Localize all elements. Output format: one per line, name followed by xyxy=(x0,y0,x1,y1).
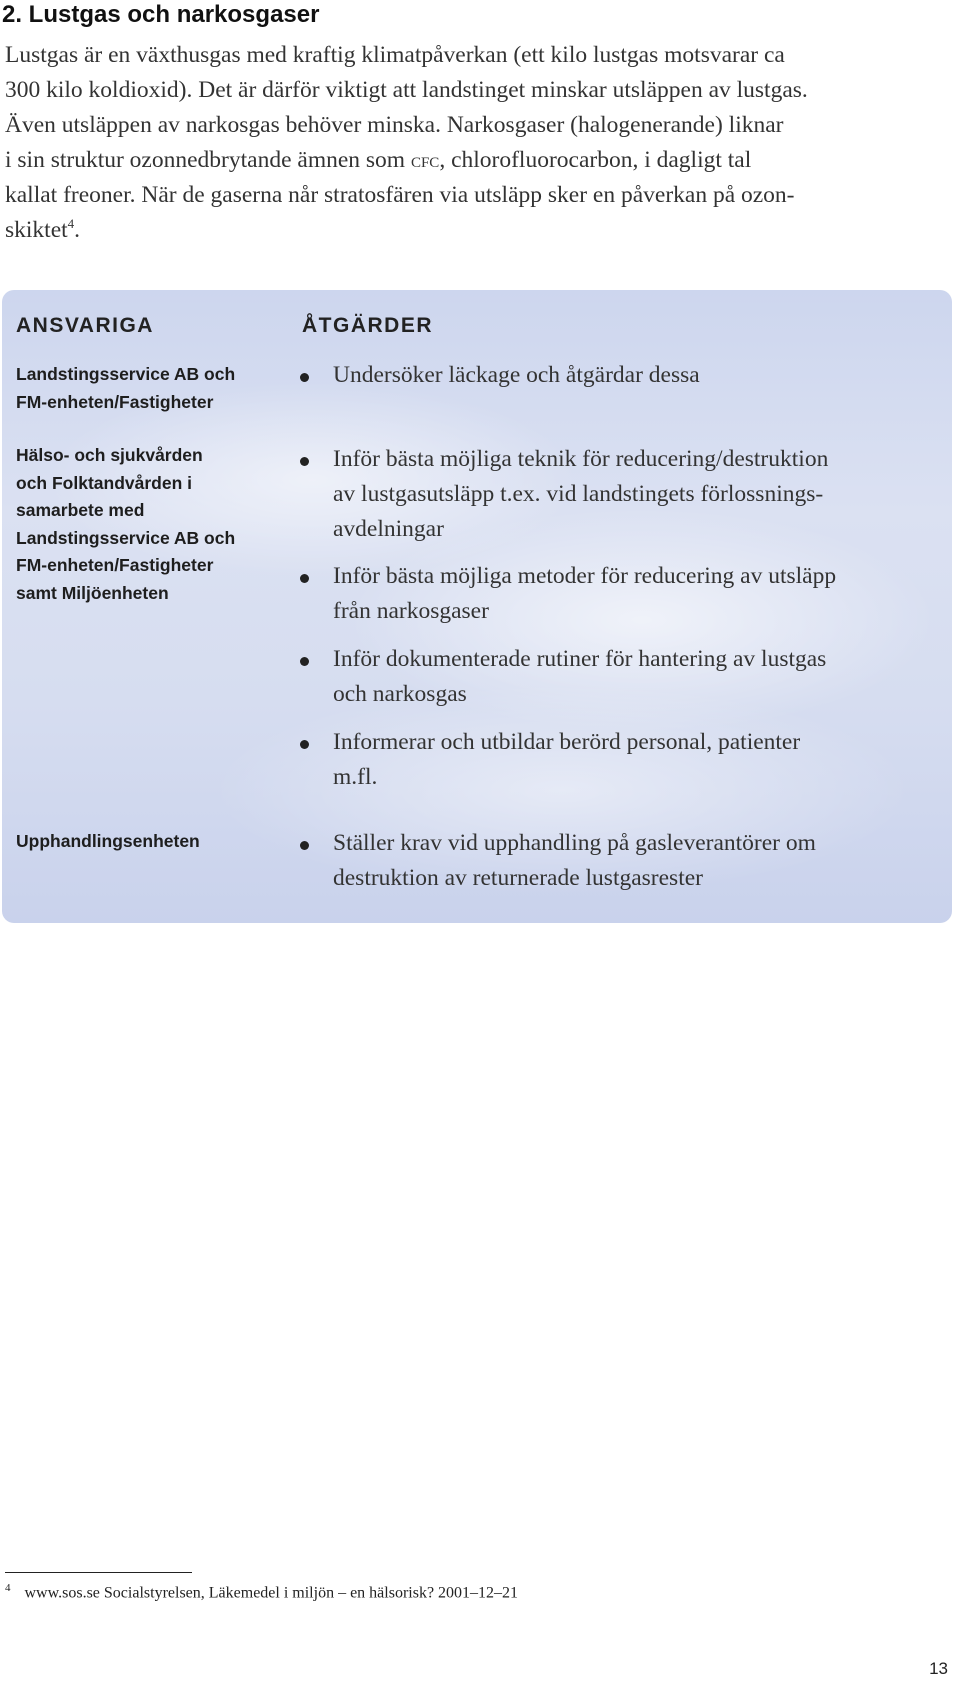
action-line: av lustgasutsläpp t.ex. vid landstingets förlossnings- xyxy=(333,481,824,507)
intro-line: Även utsläppen av narkosgas behöver minska. Narkosgaser (halogenerande) liknar xyxy=(5,112,784,138)
action-line: destruktion av returnerade lustgasrester xyxy=(333,865,703,891)
intro-text: . xyxy=(74,217,81,243)
responsible-line: samt Miljöenheten xyxy=(16,582,169,603)
responsible-cell xyxy=(16,361,286,416)
footnote xyxy=(5,1577,518,1604)
responsible-cell xyxy=(16,442,286,607)
intro-text: i sin struktur ozonnedbrytande ämnen som xyxy=(5,147,411,173)
cfc-abbreviation: cfc xyxy=(410,148,440,172)
action-line: m.fl. xyxy=(333,764,378,790)
responsible-line: FM-enheten/Fastigheter xyxy=(16,391,214,412)
intro-text: , chlorofluorocarbon, i dagligt tal xyxy=(439,147,752,173)
bullet-icon xyxy=(300,373,309,382)
section-heading: 2. Lustgas och narkosgaser xyxy=(2,1,320,28)
action-item xyxy=(300,642,940,712)
intro-line: 300 kilo koldioxid). Det är därför viktigt att landstinget minskar utsläppen av lustgas. xyxy=(5,77,808,103)
responsible-line: och Folktandvården i xyxy=(16,472,192,493)
page-number: 13 xyxy=(929,1659,948,1678)
footnote-reference: 4 xyxy=(67,216,75,232)
intro-line: Lustgas är en växthusgas med kraftig klimatpåverkan (ett kilo lustgas motsvarar ca xyxy=(5,42,785,68)
action-item xyxy=(300,826,940,896)
responsible-line: Landstingsservice AB och xyxy=(16,527,236,548)
action-item xyxy=(300,442,940,547)
action-item xyxy=(300,358,940,393)
bullet-icon xyxy=(300,457,309,466)
bullet-icon xyxy=(300,740,309,749)
responsible-cell xyxy=(16,828,286,856)
column-header-responsible: ANSVARIGA xyxy=(16,314,154,337)
footnote-divider xyxy=(5,1572,192,1573)
responsible-line: Upphandlingsenheten xyxy=(16,831,200,851)
responsible-line: FM-enheten/Fastigheter xyxy=(16,555,214,575)
footnote-number: 4 xyxy=(5,1582,11,1594)
intro-text: skiktet xyxy=(5,217,68,243)
action-line: Inför dokumenterade rutiner för hantering av lustgas xyxy=(333,646,827,672)
bullet-icon xyxy=(300,574,309,583)
action-line: avdelningar xyxy=(333,516,444,542)
responsible-line: Hälso- och sjukvården xyxy=(16,445,203,465)
footnote-text: www.sos.se Socialstyrelsen, Läkemedel i miljön – en hälsorisk? 2001–12–21 xyxy=(24,1584,519,1602)
action-line: och narkosgas xyxy=(333,681,467,707)
action-line: från narkosgaser xyxy=(333,598,489,624)
responsible-line: Landstingsservice AB och xyxy=(16,364,236,384)
action-line: Undersöker läckage och åtgärdar dessa xyxy=(333,362,700,388)
column-header-actions: ÅTGÄRDER xyxy=(302,314,433,337)
bullet-icon xyxy=(300,841,309,850)
action-item xyxy=(300,725,940,795)
intro-line: kallat freoner. När de gaserna når stratosfären via utsläpp sker en påverkan på ozon- xyxy=(5,182,795,208)
action-line: Inför bästa möjliga teknik för reducering/destruktion xyxy=(333,446,829,472)
intro-line xyxy=(5,213,955,248)
responsibility-table xyxy=(2,290,952,923)
intro-line xyxy=(5,143,955,178)
intro-paragraph xyxy=(5,38,955,248)
action-line: Informerar och utbildar berörd personal, patienter xyxy=(333,729,801,755)
action-line: Ställer krav vid upphandling på gasleverantörer om xyxy=(333,830,816,856)
responsible-line: samarbete med xyxy=(16,500,145,520)
action-line: Inför bästa möjliga metoder för reducering av utsläpp xyxy=(333,563,837,589)
action-item xyxy=(300,559,940,629)
bullet-icon xyxy=(300,657,309,666)
